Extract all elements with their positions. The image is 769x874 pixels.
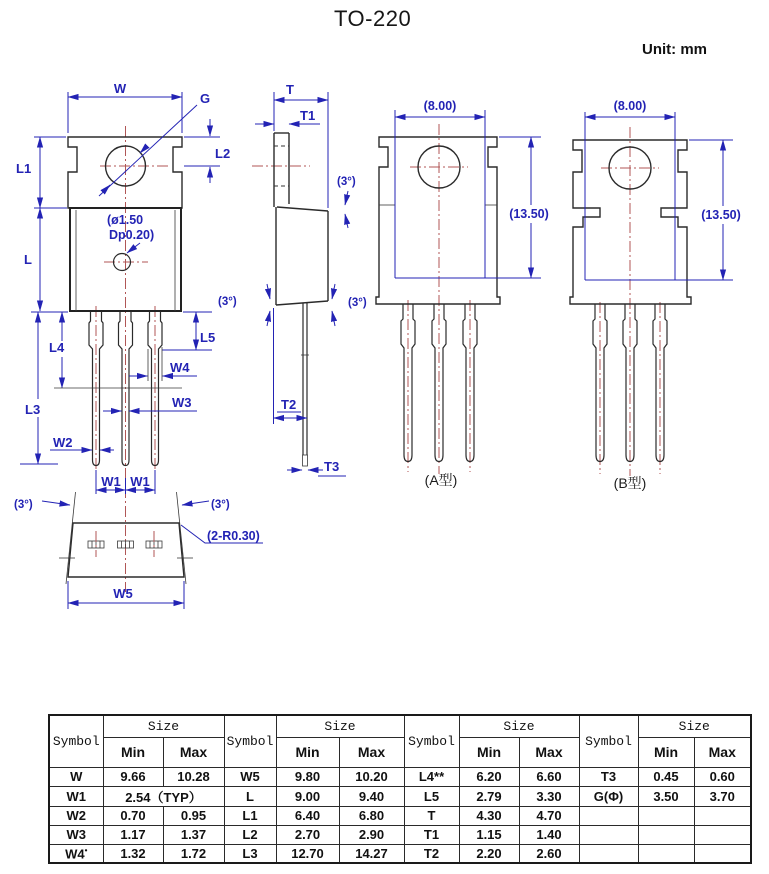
max-cell: 2.90: [339, 825, 404, 844]
max-cell: 6.60: [519, 767, 579, 786]
dimension-w: [68, 81, 182, 133]
max-cell: 4.70: [519, 806, 579, 825]
table-header-row: [49, 715, 751, 737]
header-max: Max: [694, 737, 751, 767]
front-view: [16, 81, 230, 592]
header-min: Min: [459, 737, 519, 767]
dim-label-w4: W4: [170, 360, 190, 375]
max-cell: 10.20: [339, 767, 404, 786]
max-cell: [694, 825, 751, 844]
dimension-13mm: [395, 137, 549, 278]
dimension-table: [48, 714, 752, 864]
hole-note-line1: (ø1.50: [107, 213, 144, 227]
table-row: [49, 825, 751, 844]
angle-label: (3°): [337, 176, 356, 188]
dim-label-l2: L2: [215, 146, 231, 161]
header-size: Size: [276, 715, 404, 737]
table-subheader-row: [49, 737, 751, 767]
table-row: [49, 806, 751, 825]
dimension-13mm: [585, 140, 741, 280]
min-cell: 1.15: [459, 825, 519, 844]
max-cell: [694, 844, 751, 863]
table-row: [49, 844, 751, 863]
type-b-view: [570, 99, 741, 491]
symbol-cell: G(Φ): [579, 786, 638, 806]
dim-label-8mm: (8.00): [423, 99, 457, 113]
dimension-t3: [287, 459, 346, 476]
min-cell: 6.40: [276, 806, 339, 825]
max-cell: 0.60: [694, 767, 751, 786]
symbol-cell: W1: [49, 786, 103, 806]
header-min: Min: [276, 737, 339, 767]
dimension-w4: [129, 347, 197, 381]
draft-angle-bottom-left: [218, 284, 270, 326]
dim-label-l1: L1: [16, 161, 32, 176]
min-cell: 0.45: [638, 767, 694, 786]
min-cell: 2.70: [276, 825, 339, 844]
header-max: Max: [519, 737, 579, 767]
dimension-l5: [162, 312, 215, 350]
table-row: [49, 786, 751, 806]
header-symbol: Symbol: [49, 715, 103, 767]
min-cell: 1.17: [103, 825, 163, 844]
symbol-cell: [579, 825, 638, 844]
angle-label: (3°): [211, 499, 230, 511]
dimension-t2: [274, 308, 308, 424]
symbol-cell: W4•: [49, 844, 103, 863]
min-cell: 0.70: [103, 806, 163, 825]
symbol-cell: T2: [404, 844, 459, 863]
draft-angle-top: [337, 176, 356, 228]
header-min: Min: [638, 737, 694, 767]
min-cell: 2.79: [459, 786, 519, 806]
dim-label-w2: W2: [53, 435, 73, 450]
page-title: TO-220: [334, 6, 412, 31]
symbol-cell: [579, 844, 638, 863]
table-row: [49, 767, 751, 786]
dimension-t: [274, 82, 328, 208]
dimension-l: [24, 208, 68, 312]
dim-label-t1: T1: [300, 108, 316, 123]
dimension-w5: [68, 581, 184, 609]
symbol-cell: W3: [49, 825, 103, 844]
symbol-cell: L2: [224, 825, 276, 844]
max-cell: 3.30: [519, 786, 579, 806]
dim-label-w1: W1: [101, 474, 121, 489]
header-size: Size: [459, 715, 579, 737]
angle-label: (3°): [218, 296, 237, 308]
dim-label-t: T: [286, 82, 294, 97]
header-symbol: Symbol: [404, 715, 459, 767]
draft-angle-bottom-right: [332, 284, 367, 326]
type-a-view: [376, 99, 549, 488]
symbol-cell: W5: [224, 767, 276, 786]
dim-label-l4: L4: [49, 340, 65, 355]
max-cell: 2.60: [519, 844, 579, 863]
min-cell: [638, 825, 694, 844]
min-cell: 9.00: [276, 786, 339, 806]
unit-label: Unit: mm: [642, 41, 707, 58]
dim-label-13mm: (13.50): [509, 207, 549, 221]
min-cell: [638, 806, 694, 825]
radius-label: (2-R0.30): [207, 529, 260, 543]
dim-label-13mm: (13.50): [701, 208, 741, 222]
footnote-dot: •: [84, 845, 88, 855]
header-max: Max: [163, 737, 224, 767]
max-cell: 1.37: [163, 825, 224, 844]
dimension-l2: [184, 119, 230, 183]
min-cell: 12.70: [276, 844, 339, 863]
dim-label-w3: W3: [172, 395, 192, 410]
lead-tip: [303, 455, 308, 466]
header-max: Max: [339, 737, 404, 767]
min-cell: 9.66: [103, 767, 163, 786]
angle-label: (3°): [14, 499, 33, 511]
min-cell: 6.20: [459, 767, 519, 786]
hole-note-line2: Dp0.20): [109, 228, 155, 242]
type-b-caption: (B型): [613, 475, 647, 491]
header-symbol: Symbol: [224, 715, 276, 767]
max-cell: 9.40: [339, 786, 404, 806]
max-cell: 3.70: [694, 786, 751, 806]
dim-label-l5: L5: [200, 330, 216, 345]
min-cell: 1.32: [103, 844, 163, 863]
min-cell: 2.20: [459, 844, 519, 863]
bottom-view: [14, 492, 263, 609]
side-view: [218, 82, 367, 476]
symbol-cell: L3: [224, 844, 276, 863]
hole-note: [107, 213, 154, 253]
symbol-cell: T: [404, 806, 459, 825]
symbol-cell: [579, 806, 638, 825]
symbol-cell: W: [49, 767, 103, 786]
dim-label-w1: W1: [130, 474, 150, 489]
max-cell: 0.95: [163, 806, 224, 825]
corner-radius-note: [181, 525, 263, 543]
symbol-cell: L1: [224, 806, 276, 825]
max-cell: [694, 806, 751, 825]
dim-label-g: G: [200, 91, 211, 106]
symbol-cell: L4**: [404, 767, 459, 786]
dim-label-w5: W5: [113, 586, 133, 601]
max-cell: 1.72: [163, 844, 224, 863]
symbol-cell: L: [224, 786, 276, 806]
type-a-caption: (A型): [424, 472, 458, 488]
header-symbol: Symbol: [579, 715, 638, 767]
dimension-w2: [50, 435, 114, 450]
max-cell: 10.28: [163, 767, 224, 786]
dimension-w3: [103, 395, 197, 411]
header-size: Size: [103, 715, 224, 737]
header-min: Min: [103, 737, 163, 767]
max-cell: 1.40: [519, 825, 579, 844]
symbol-cell: T3: [579, 767, 638, 786]
dim-label-t3: T3: [324, 459, 340, 474]
dim-label-t2: T2: [281, 397, 297, 412]
typ-cell: 2.54（TYP）: [103, 786, 224, 806]
dim-label-l: L: [24, 252, 32, 267]
header-size: Size: [638, 715, 751, 737]
min-cell: 3.50: [638, 786, 694, 806]
dimension-g: [99, 91, 210, 196]
min-cell: [638, 844, 694, 863]
dim-label-w: W: [113, 81, 127, 96]
draft-angle-callouts: [14, 499, 230, 511]
angle-label: (3°): [348, 297, 367, 309]
max-cell: 6.80: [339, 806, 404, 825]
symbol-cell: T1: [404, 825, 459, 844]
dim-label-l3: L3: [25, 402, 41, 417]
symbol-cell: L5: [404, 786, 459, 806]
dimension-l1: [16, 137, 67, 208]
dimension-t1: [255, 108, 320, 124]
min-cell: 9.80: [276, 767, 339, 786]
min-cell: 4.30: [459, 806, 519, 825]
dim-label-8mm: (8.00): [613, 99, 647, 113]
symbol-cell: W2: [49, 806, 103, 825]
max-cell: 14.27: [339, 844, 404, 863]
